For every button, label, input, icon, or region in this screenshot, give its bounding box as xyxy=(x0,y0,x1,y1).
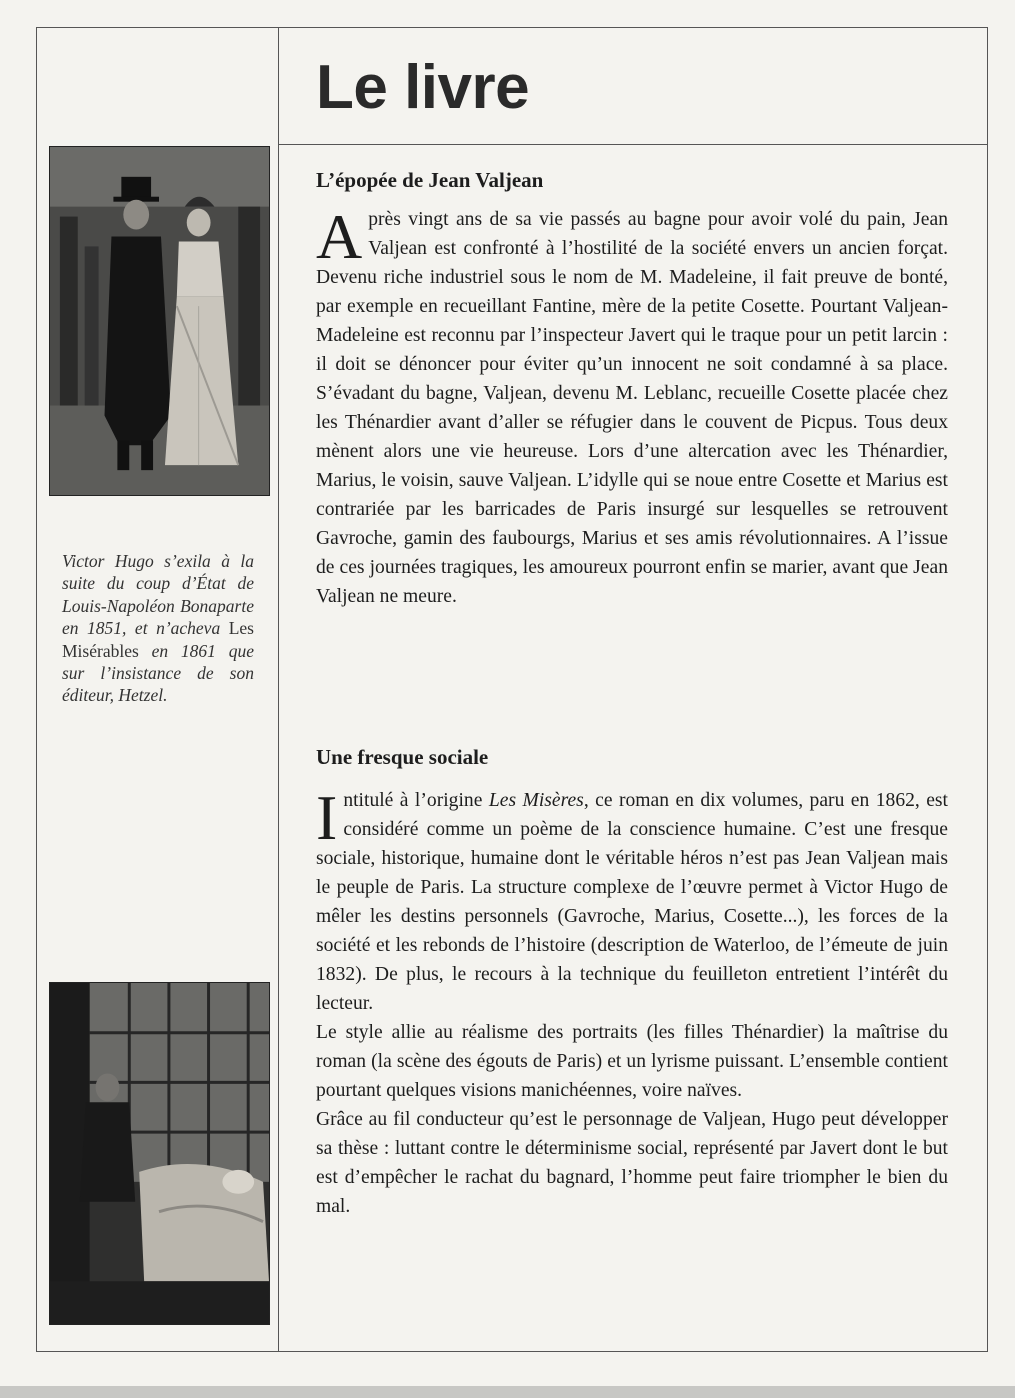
dropcap: I xyxy=(316,782,338,853)
illustration-bedroom-scene xyxy=(49,982,270,1325)
column-divider xyxy=(278,27,279,1352)
paragraph-text: près vingt ans de sa vie passés au bagne pour avoir volé du pain, Jean Valjean est confronté à l’hostilité de la société envers un ancien forçat. Devenu riche industriel sous le nom de M. Madeleine, il fait preuve de bonté, par exemple en recueillant Fantine, mère de la petite Cosette. Pourtant Valjean-Madeleine est reconnu par l’inspecteur Javert qui le traque pour un petit larcin : il doit se dénoncer pour éviter qu’un innocent ne soit condamné à sa place. S’évadant du bagne, Valjean, devenu M. Leblanc, recueille Cosette placée chez les Thénardier avant d’aller se réfugier dans le couvent de Picpus. Tous deux mènent alors une vie heureuse. Lors d’une altercation avec les Thénardier, Marius, le voisin, sauve Valjean. L’idylle qui se noue entre Cosette et Marius est contrariée par les barricades de Paris insurgé sur lesquelles se retrouvent Gavroche, gamin des faubourgs, Marius et ses amis révolutionnaires. A l’issue de ces journées tragiques, les amoureux pourront enfin se marier, avant que Jean Valjean ne meure. xyxy=(316,209,948,607)
work-title: Les Misères xyxy=(488,790,584,811)
paragraph: Grâce au fil conducteur qu’est le personnage de Valjean, Hugo peut développer sa thèse : luttant contre le déterminisme social, représenté par Javert dont le but est d’empêcher le rachat du bagnard, l’homme peut faire triompher le bien du mal. xyxy=(316,1109,948,1217)
paragraph xyxy=(316,201,948,611)
scan-edge xyxy=(0,1386,1015,1398)
caption-part-2: en 1861 que sur l’insistance de son éditeur, Hetzel. xyxy=(62,640,254,706)
paragraph-lead: ntitulé à l’origine xyxy=(343,790,489,811)
caption-part-1: Victor Hugo s’exila à la suite du coup d’État de Louis-Napoléon Bonaparte en 1851, et n’acheva xyxy=(62,551,254,639)
illustration-couple-walking xyxy=(49,146,270,496)
illustration-caption xyxy=(62,550,254,707)
title-rule xyxy=(279,144,988,145)
dropcap: A xyxy=(316,201,363,272)
page-title: Le livre xyxy=(316,53,530,122)
section-body-epopee xyxy=(316,201,948,611)
section-body-fresque xyxy=(316,782,949,1221)
caption-book-title: Les Misérables xyxy=(62,618,254,661)
paragraph: Le style allie au réalisme des portraits (les filles Thénardier) la maîtrise du roman (la scène des égouts de Paris) et un lyrisme puissant. L’ensemble contient pourtant quelques visions manichéennes, voire naïves. xyxy=(316,1022,948,1101)
section-heading-epopee: L’épopée de Jean Valjean xyxy=(316,168,544,192)
paragraph xyxy=(316,782,949,1018)
section-heading-fresque: Une fresque sociale xyxy=(316,745,489,769)
paragraph-text: , ce roman en dix volumes, paru en 1862, est considéré comme un poème de la conscience humaine. C’est une fresque sociale, historique, humaine dont le véritable héros n’est pas Jean Valjean mais le peuple de Paris. La structure complexe de l’œuvre permet à Victor Hugo de mêler les destins personnels (Gavroche, Marius, Cosette...), les forces de la société et les rebonds de l’histoire (description de Waterloo, de l’émeute de juin 1832). De plus, le recours à la technique du feuilleton entretient l’intérêt du lecteur. xyxy=(316,790,949,1014)
